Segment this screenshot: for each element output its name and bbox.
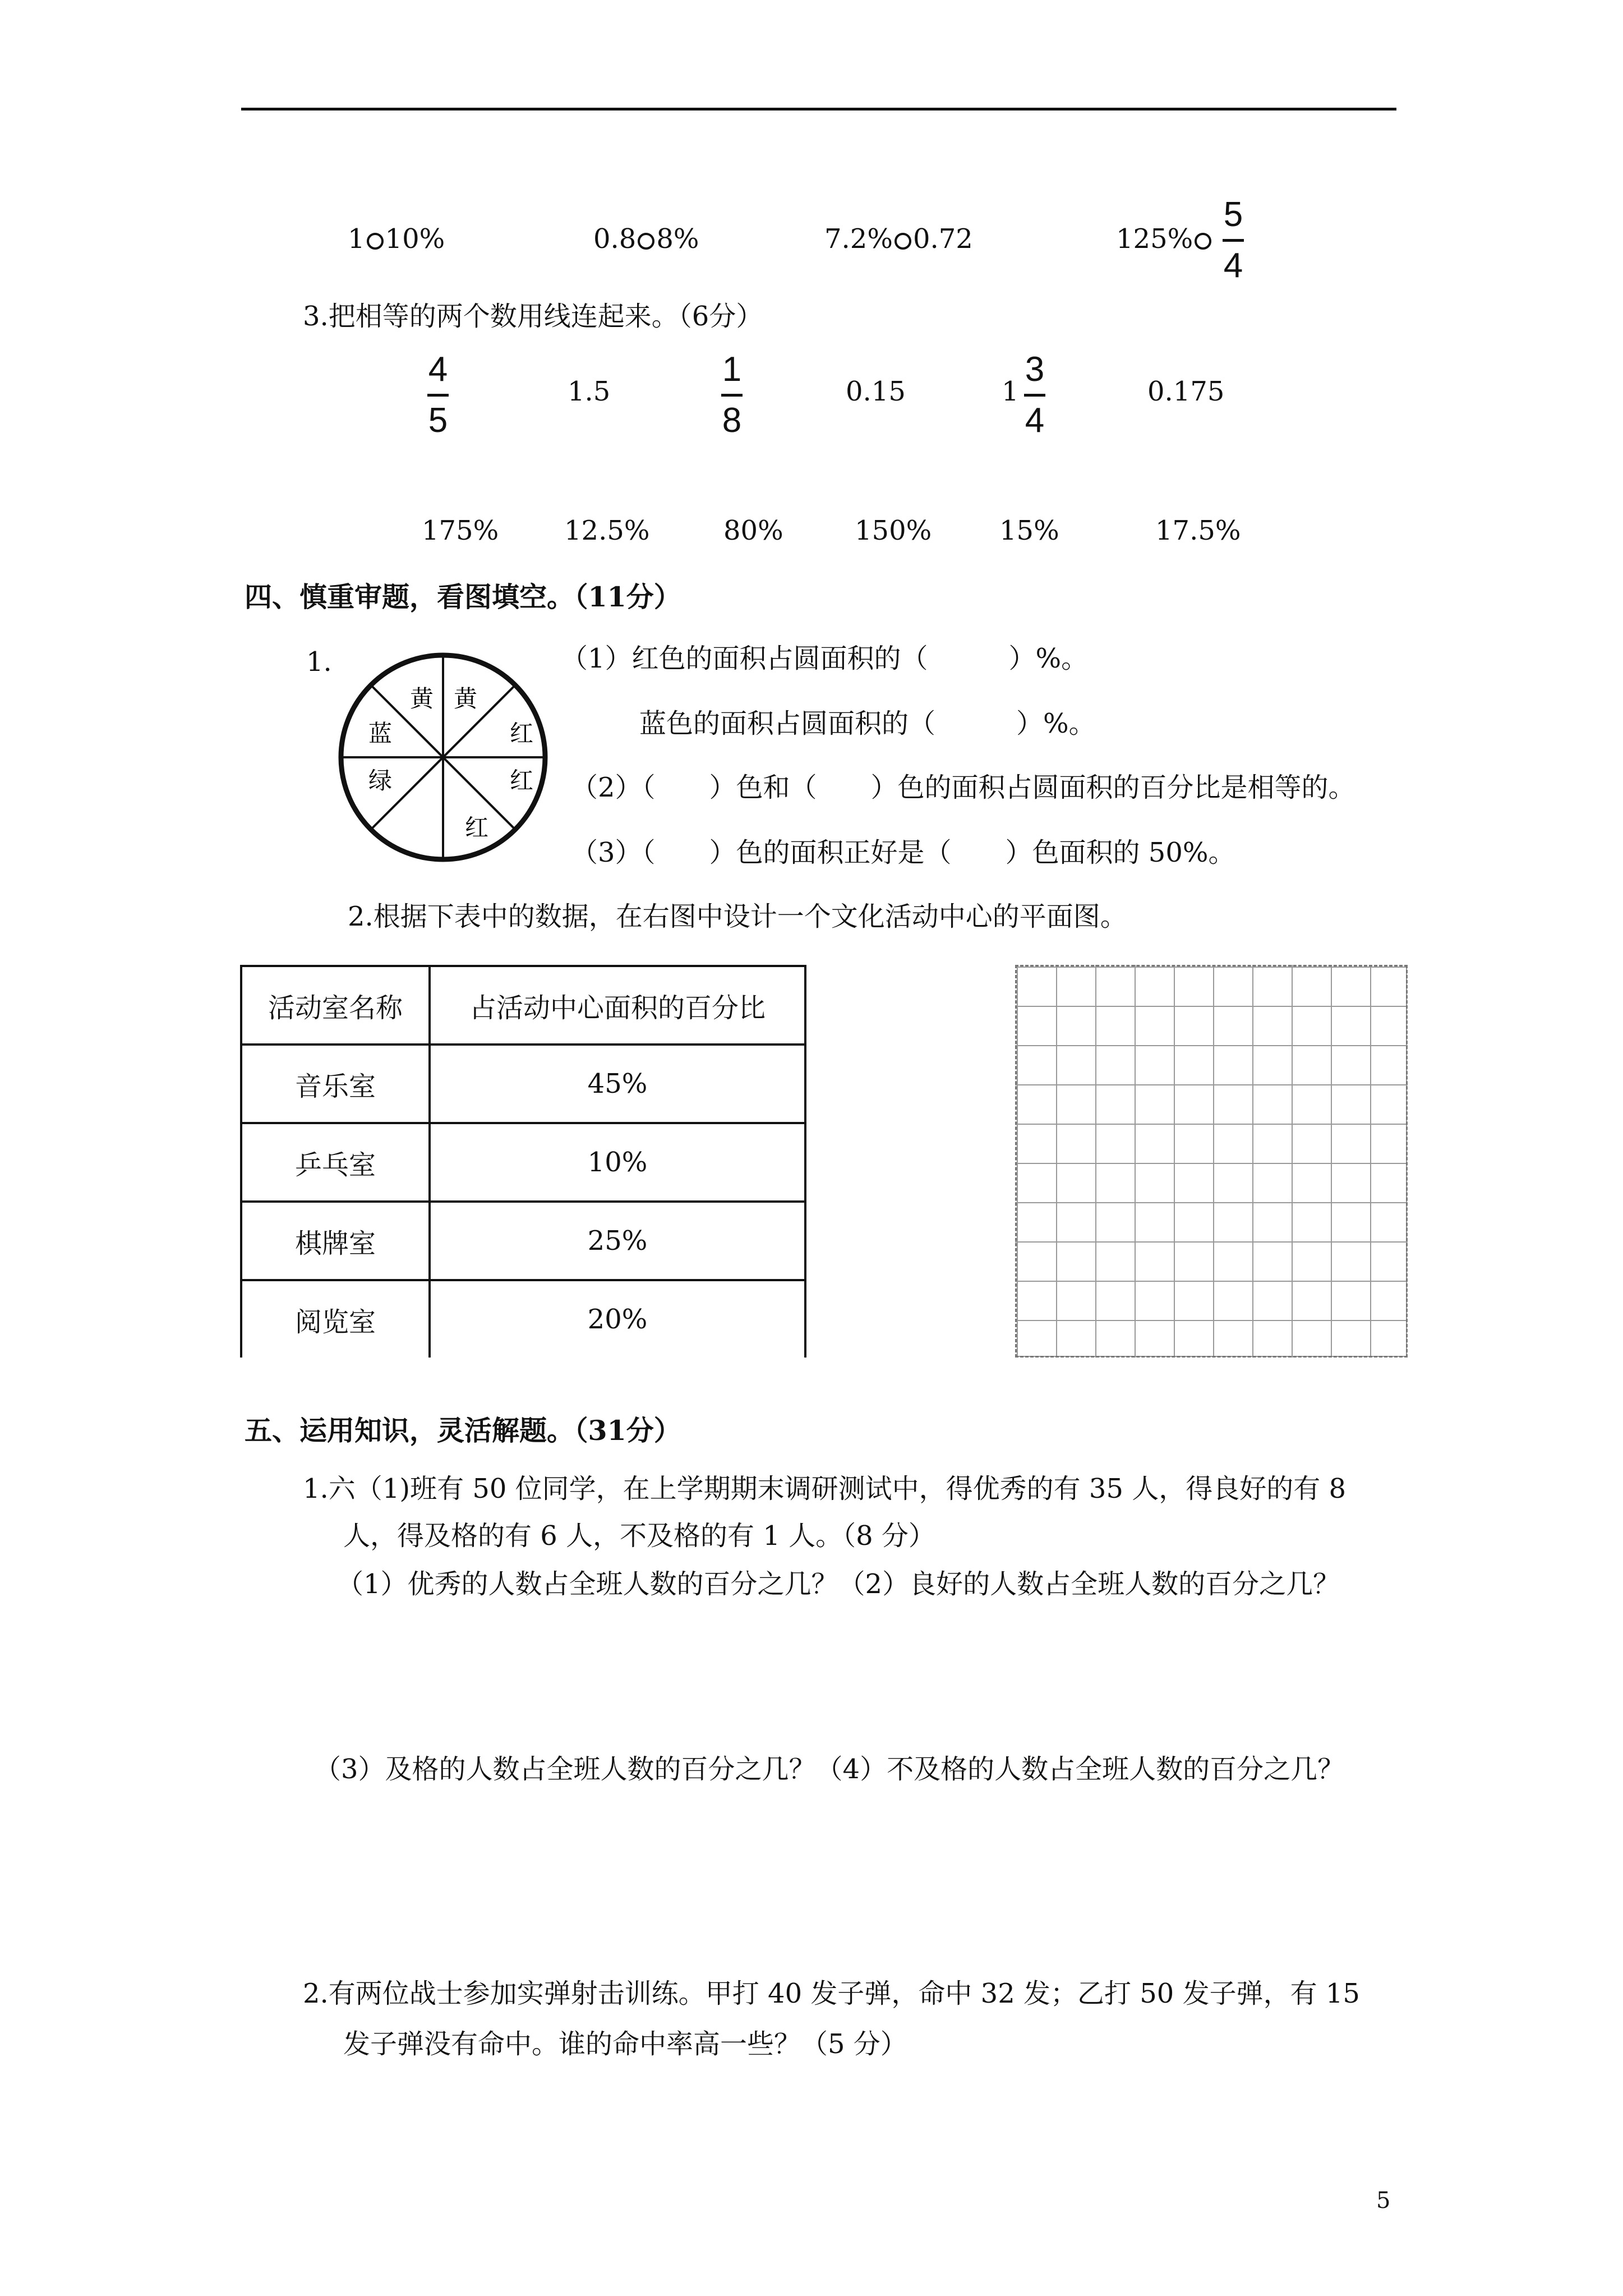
q5-1-sub-1: （1）优秀的人数占全班人数的百分之几？（2）良好的人数占全班人数的百分之几？ bbox=[336, 1568, 1340, 1600]
table-cell-room: 音乐室 bbox=[241, 1045, 430, 1123]
match-bottom-1[interactable]: 175% bbox=[422, 515, 499, 546]
table-cell-room: 棋牌室 bbox=[241, 1202, 430, 1280]
floor-plan-grid[interactable] bbox=[1015, 965, 1408, 1358]
table-row bbox=[241, 1280, 805, 1358]
table-cell-room: 乒乓室 bbox=[241, 1123, 430, 1202]
compare-item-3: 7.2% 0.72 bbox=[824, 223, 973, 255]
fraction-4-5: 4 5 bbox=[428, 350, 448, 440]
pie-label-blue: 蓝 bbox=[368, 720, 393, 747]
table-header-percent: 占活动中心面积的百分比 bbox=[430, 966, 805, 1045]
table-row bbox=[241, 1123, 805, 1202]
pie-label-yellow-2: 黄 bbox=[453, 685, 478, 712]
compare-circle[interactable] bbox=[638, 233, 654, 250]
table-cell-percent: 25% bbox=[430, 1202, 805, 1280]
table-header-row bbox=[241, 966, 805, 1045]
fraction-1-8: 1 8 bbox=[722, 350, 742, 440]
q4-1-line-4: （3）（ ）色的面积正好是（ ）色面积的 50%。 bbox=[571, 837, 1235, 868]
header-rule bbox=[241, 108, 1396, 111]
match-top-2[interactable]: 1.5 bbox=[568, 376, 611, 407]
pie-label-red-1: 红 bbox=[509, 720, 534, 747]
fraction-5-4: 5 4 bbox=[1223, 195, 1243, 285]
table-cell-percent: 45% bbox=[430, 1045, 805, 1123]
table-row bbox=[241, 1202, 805, 1280]
compare-circle[interactable] bbox=[367, 233, 384, 250]
match-bottom-4[interactable]: 150% bbox=[855, 515, 932, 546]
table-row bbox=[241, 1045, 805, 1123]
activity-table bbox=[240, 965, 806, 1358]
match-bottom-2[interactable]: 12.5% bbox=[564, 515, 650, 546]
match-top-4[interactable]: 0.15 bbox=[846, 376, 906, 407]
q4-1-line-1: （1）红色的面积占圆面积的（ ）%。 bbox=[561, 643, 1089, 674]
match-bottom-5[interactable]: 15% bbox=[999, 515, 1059, 546]
pie-diagram bbox=[336, 651, 550, 864]
q4-1-line-3: （2）（ ）色和（ ）色的面积占圆面积的百分比是相等的。 bbox=[571, 772, 1355, 803]
table-cell-percent: 20% bbox=[430, 1280, 805, 1358]
section4-title: 四、慎重审题，看图填空。（11分） bbox=[245, 581, 681, 613]
compare-item-2: 0.8 8% bbox=[593, 223, 699, 255]
compare-circle[interactable] bbox=[1195, 233, 1211, 250]
pie-label-red-3: 红 bbox=[464, 814, 489, 841]
table-cell-percent: 10% bbox=[430, 1123, 805, 1202]
q5-2-line-2: 发子弹没有命中。谁的命中率高一些？（5 分） bbox=[343, 2028, 907, 2060]
table-cell-room: 阅览室 bbox=[241, 1280, 430, 1358]
table-header-name: 活动室名称 bbox=[241, 966, 430, 1045]
q5-2-line-1: 2.有两位战士参加实弹射击训练。甲打 40 发子弹，命中 32 发；乙打 50 发子弹，有 15 bbox=[303, 1978, 1360, 2009]
q5-1-sub-2: （3）及格的人数占全班人数的百分之几？（4）不及格的人数占全班人数的百分之几？ bbox=[314, 1754, 1345, 1785]
compare-circle[interactable] bbox=[895, 233, 911, 250]
pie-label-red-2: 红 bbox=[509, 767, 534, 794]
q3-title: 3.把相等的两个数用线连起来。（6分） bbox=[303, 301, 763, 332]
match-top-6[interactable]: 0.175 bbox=[1147, 376, 1225, 407]
mixed-whole: 1 bbox=[1002, 376, 1019, 407]
q5-1-line-1: 1.六（1)班有 50 位同学，在上学期期末调研测试中，得优秀的有 35 人，得良好的有 8 bbox=[303, 1473, 1347, 1504]
page-number: 5 bbox=[1376, 2188, 1391, 2214]
match-bottom-3[interactable]: 80% bbox=[723, 515, 783, 546]
match-bottom-6[interactable]: 17.5% bbox=[1155, 515, 1241, 546]
q5-1-line-2: 人，得及格的有 6 人，不及格的有 1 人。（8 分） bbox=[343, 1520, 935, 1552]
compare-item-4: 125% bbox=[1116, 226, 1213, 252]
q4-1-number: 1. bbox=[306, 646, 332, 678]
pie-label-green: 绿 bbox=[368, 767, 393, 794]
q4-2-text: 2.根据下表中的数据，在右图中设计一个文化活动中心的平面图。 bbox=[348, 901, 1127, 932]
section5-title: 五、运用知识，灵活解题。（31分） bbox=[245, 1414, 681, 1447]
pie-label-yellow-1: 黄 bbox=[409, 685, 434, 712]
q4-1-line-2: 蓝色的面积占圆面积的（ ）%。 bbox=[639, 708, 1096, 739]
compare-item-1: 1 10% bbox=[348, 223, 445, 255]
fraction-mixed-3-4: 3 4 bbox=[1025, 350, 1045, 440]
